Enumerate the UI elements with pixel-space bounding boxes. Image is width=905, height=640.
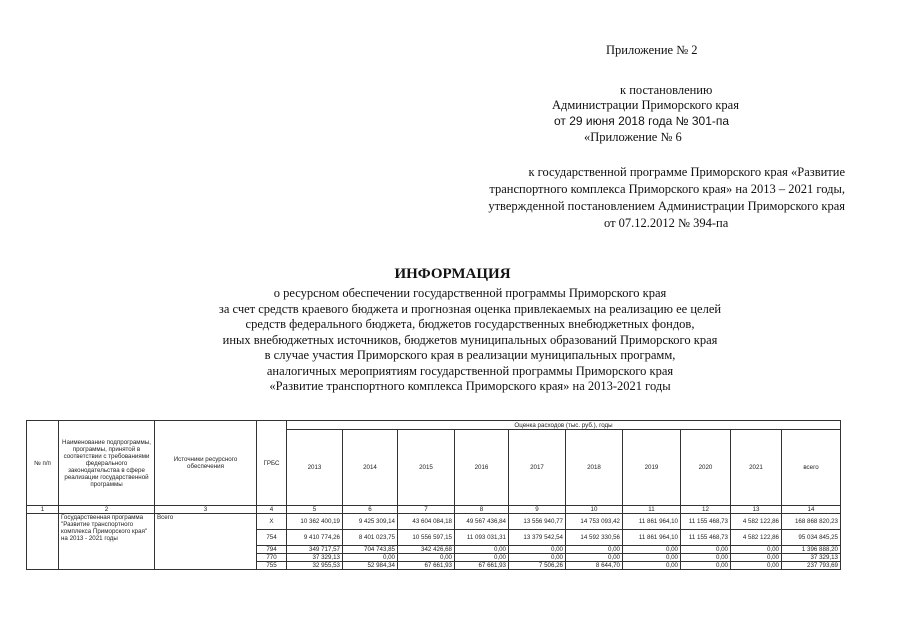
year-header: 2018 [566, 430, 623, 506]
value-cell: 0,00 [455, 546, 509, 554]
administration-label: Администрации Приморского края [552, 98, 739, 112]
value-cell: 349 717,57 [287, 546, 343, 554]
year-header: 2016 [455, 430, 509, 506]
value-cell: 14 592 330,56 [566, 530, 623, 546]
value-cell: 0,00 [509, 546, 566, 554]
value-cell: 0,00 [398, 554, 455, 562]
table-row [27, 514, 841, 530]
program-reference-line3: утвержденной постановлением Администрации Приморского края [488, 199, 845, 213]
value-cell: 0,00 [681, 554, 731, 562]
subtitle-line: за счет средств краевого бюджета и прогнозная оценка привлекаемых на реализацию ее целей [218, 301, 722, 316]
year-header: 2021 [731, 430, 782, 506]
value-cell: 8 401 023,75 [343, 530, 398, 546]
col-header-grbs: ГРБС [257, 421, 287, 506]
column-number: 6 [343, 506, 398, 514]
value-cell: 0,00 [623, 562, 681, 570]
value-cell: 4 582 122,86 [731, 514, 782, 530]
column-number: 10 [566, 506, 623, 514]
subtitle-line: в случае участия Приморского края в реализации муниципальных программ, [264, 348, 676, 362]
column-number: 11 [623, 506, 681, 514]
value-cell: 67 661,93 [455, 562, 509, 570]
value-cell: 11 093 031,31 [455, 530, 509, 546]
column-number: 4 [257, 506, 287, 514]
document-subtitle [150, 286, 790, 395]
value-cell: 0,00 [566, 546, 623, 554]
appendix-six: «Приложение № 6 [584, 130, 682, 144]
column-number: 7 [398, 506, 455, 514]
grbs-cell: 794 [257, 546, 287, 554]
value-cell: 32 955,53 [287, 562, 343, 570]
grbs-cell: 755 [257, 562, 287, 570]
value-cell: 9 410 774,26 [287, 530, 343, 546]
col-header-num: № п/п [27, 421, 59, 506]
column-number: 13 [731, 506, 782, 514]
value-cell: 9 425 309,14 [343, 514, 398, 530]
table-header-row [27, 421, 841, 430]
year-header: 2015 [398, 430, 455, 506]
col-header-name: Наименование подпрограммы, программы, принятой в соответствии с требованиями федерального законодательства в сфере реализации государственной программы [59, 421, 155, 506]
value-cell: 67 661,93 [398, 562, 455, 570]
value-cell: 0,00 [731, 562, 782, 570]
value-cell: 7 506,26 [509, 562, 566, 570]
col-header-estimate: Оценка расходов (тыс. руб.), годы [287, 421, 841, 430]
column-number: 3 [155, 506, 257, 514]
value-cell: 11 155 468,73 [681, 514, 731, 530]
document-title: ИНФОРМАЦИЯ [394, 266, 511, 282]
value-cell: 52 984,34 [343, 562, 398, 570]
value-cell: 0,00 [509, 554, 566, 562]
value-cell: 10 362 400,19 [287, 514, 343, 530]
value-cell: 0,00 [731, 554, 782, 562]
value-cell: 8 644,70 [566, 562, 623, 570]
value-cell: 0,00 [623, 546, 681, 554]
value-cell: 13 379 542,54 [509, 530, 566, 546]
col-header-source: Источники ресурсного обеспечения [155, 421, 257, 506]
grbs-cell: Х [257, 514, 287, 530]
row-number-cell [27, 514, 59, 570]
grbs-cell: 770 [257, 554, 287, 562]
total-cell: 37 329,13 [782, 554, 841, 562]
value-cell: 37 329,13 [287, 554, 343, 562]
value-cell: 4 582 122,86 [731, 530, 782, 546]
subtitle-line: «Развитие транспортного комплекса Приморского края» на 2013-2021 годы [269, 379, 671, 393]
total-cell: 1 396 888,20 [782, 546, 841, 554]
year-header: 2017 [509, 430, 566, 506]
subtitle-line: аналогичных мероприятиям государственной программы Приморского края [266, 363, 674, 378]
year-header: 2014 [343, 430, 398, 506]
total-cell: 95 034 845,25 [782, 530, 841, 546]
total-header: всего [782, 430, 841, 506]
appendix-number: Приложение № 2 [606, 43, 698, 57]
value-cell: 14 753 093,42 [566, 514, 623, 530]
value-cell: 0,00 [681, 562, 731, 570]
subtitle-line: иных внебюджетных источников, бюджетов муниципальных образований Приморского края [222, 332, 718, 347]
program-reference-line1: к государственной программе Приморского края «Развитие [528, 165, 845, 179]
value-cell: 43 604 084,18 [398, 514, 455, 530]
program-name-cell: Государственная программа "Развитие транспортного комплекса Приморского края" на 2013 - 2021 годы [59, 514, 155, 570]
value-cell: 11 155 468,73 [681, 530, 731, 546]
value-cell: 11 861 964,10 [623, 514, 681, 530]
column-number: 12 [681, 506, 731, 514]
total-cell: 237 793,69 [782, 562, 841, 570]
subtitle-line: о ресурсном обеспечении государственной программы Приморского края [273, 286, 667, 300]
to-resolution-label: к постановлению [620, 83, 713, 97]
value-cell: 0,00 [623, 554, 681, 562]
program-reference-line2: транспортного комплекса Приморского края» на 2013 – 2021 годы, [489, 182, 845, 196]
year-header: 2013 [287, 430, 343, 506]
resolution-date-number: от 29 июня 2018 года № 301-па [554, 114, 730, 128]
column-number: 8 [455, 506, 509, 514]
value-cell: 11 861 964,10 [623, 530, 681, 546]
value-cell: 704 743,85 [343, 546, 398, 554]
column-number: 5 [287, 506, 343, 514]
program-reference-line4: от 07.12.2012 № 394-па [604, 216, 729, 230]
source-cell: Всего [155, 514, 257, 570]
column-number: 1 [27, 506, 59, 514]
resource-table [26, 420, 841, 570]
value-cell: 49 567 436,84 [455, 514, 509, 530]
year-header: 2020 [681, 430, 731, 506]
value-cell: 13 556 940,77 [509, 514, 566, 530]
column-number: 9 [509, 506, 566, 514]
value-cell: 0,00 [566, 554, 623, 562]
grbs-cell: 754 [257, 530, 287, 546]
column-number-row [27, 506, 841, 514]
value-cell: 0,00 [455, 554, 509, 562]
value-cell: 0,00 [343, 554, 398, 562]
value-cell: 0,00 [731, 546, 782, 554]
value-cell: 342 426,68 [398, 546, 455, 554]
value-cell: 0,00 [681, 546, 731, 554]
column-number: 14 [782, 506, 841, 514]
column-number: 2 [59, 506, 155, 514]
value-cell: 10 556 597,15 [398, 530, 455, 546]
subtitle-line: средств федерального бюджета, бюджетов государственных внебюджетных фондов, [245, 317, 695, 331]
year-header: 2019 [623, 430, 681, 506]
total-cell: 168 868 820,23 [782, 514, 841, 530]
